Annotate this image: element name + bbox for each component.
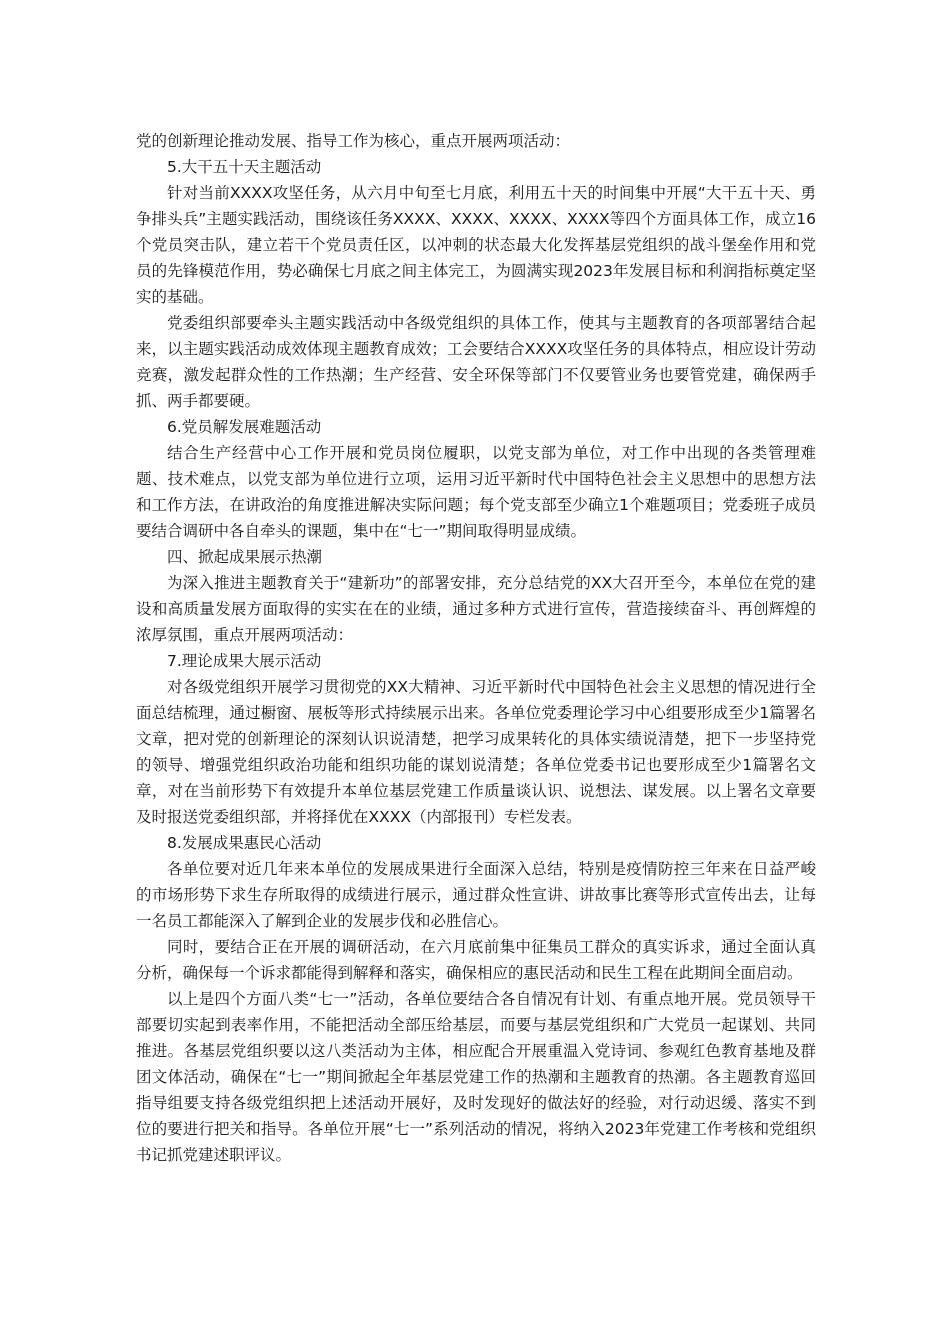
paragraph: 各单位要对近几年来本单位的发展成果进行全面深入总结，特别是疫情防控三年来在日益严峻的市场形势下求生存所取得的成绩进行展示，通过群众性宣讲、讲故事比赛等形式宣传出去，让每一名员工都能深入了解到企业的发展步伐和必胜信心。 (136, 860, 816, 930)
section-heading-4: 四、掀起成果展示热潮 (167, 548, 323, 566)
paragraph-intro-continuation: 党的创新理论推动发展、指导工作为核心，重点开展两项活动： (136, 132, 571, 150)
paragraph: 同时，要结合正在开展的调研活动，在六月底前集中征集员工群众的真实诉求，通过全面认真分析，确保每一个诉求都能得到解释和落实，确保相应的惠民活动和民生工程在此期间全面启动。 (136, 938, 816, 982)
paragraph: 为深入推进主题教育关于“建新功”的部署安排，充分总结党的XX大召开至今，本单位在党的建设和高质量发展方面取得的实实在在的业绩，通过多种方式进行宣传，营造接续奋斗、再创辉煌的浓厚氛围，重点开展两项活动： (136, 574, 816, 644)
paragraph-conclusion: 以上是四个方面八类“七一”活动，各单位要结合各自情况有计划、有重点地开展。党员领导干部要切实起到表率作用，不能把活动全部压给基层，而要与基层党组织和广大党员一起谋划、共同推进。各基层党组织要以这八类活动为主体，相应配合开展重温入党诗词、参观红色教育基地及群团文体活动，确保在“七一”期间掀起全年基层党建工作的热潮和主题教育的热潮。各主题教育巡回指导组要支持各级党组织把上述活动开展好，及时发现好的做法好的经验，对行动迟缓、落实不到位的要进行把关和指导。各单位开展“七一”系列活动的情况，将纳入2023年党建工作考核和党组织书记抓党建述职评议。 (136, 990, 816, 1164)
section-heading-6: 6.党员解发展难题活动 (167, 418, 322, 436)
document-body (136, 128, 816, 1168)
paragraph: 党委组织部要牵头主题实践活动中各级党组织的具体工作，使其与主题教育的各项部署结合起来，以主题实践活动成效体现主题教育成效；工会要结合XXXX攻坚任务的具体特点，相应设计劳动竞赛，激发起群众性的工作热潮；生产经营、安全环保等部门不仅要管业务也要管党建，确保两手抓、两手都要硬。 (136, 314, 816, 410)
section-heading-5: 5.大干五十天主题活动 (167, 158, 322, 176)
paragraph: 对各级党组织开展学习贯彻党的XX大精神、习近平新时代中国特色社会主义思想的情况进行全面总结梳理，通过橱窗、展板等形式持续展示出来。各单位党委理论学习中心组要形成至少1篇署名文章，把对党的创新理论的深刻认识说清楚，把学习成果转化的具体实绩说清楚，把下一步坚持党的领导、增强党组织政治功能和组织功能的谋划说清楚；各单位党委书记也要形成至少1篇署名文章，对在当前形势下有效提升本单位基层党建工作质量谈认识、说想法、谋发展。以上署名文章要及时报送党委组织部，并将择优在XXXX（内部报刊）专栏发表。 (136, 678, 816, 826)
paragraph: 针对当前XXXX攻坚任务，从六月中旬至七月底，利用五十天的时间集中开展“大干五十天、勇争排头兵”主题实践活动，围绕该任务XXXX、XXXX、XXXX、XXXX等四个方面具体工作，成立16个党员突击队，建立若干个党员责任区，以冲刺的状态最大化发挥基层党组织的战斗堡垒作用和党员的先锋模范作用，势必确保七月底之间主体完工，为圆满实现2023年发展目标和利润指标奠定坚实的基础。 (136, 184, 816, 306)
section-heading-8: 8.发展成果惠民心活动 (167, 834, 322, 852)
paragraph: 结合生产经营中心工作开展和党员岗位履职，以党支部为单位，对工作中出现的各类管理难题、技术难点，以党支部为单位进行立项，运用习近平新时代中国特色社会主义思想中的思想方法和工作方法，在讲政治的角度推进解决实际问题；每个党支部至少确立1个难题项目；党委班子成员要结合调研中各自牵头的课题，集中在“七一”期间取得明显成绩。 (136, 444, 816, 540)
section-heading-7: 7.理论成果大展示活动 (167, 652, 322, 670)
